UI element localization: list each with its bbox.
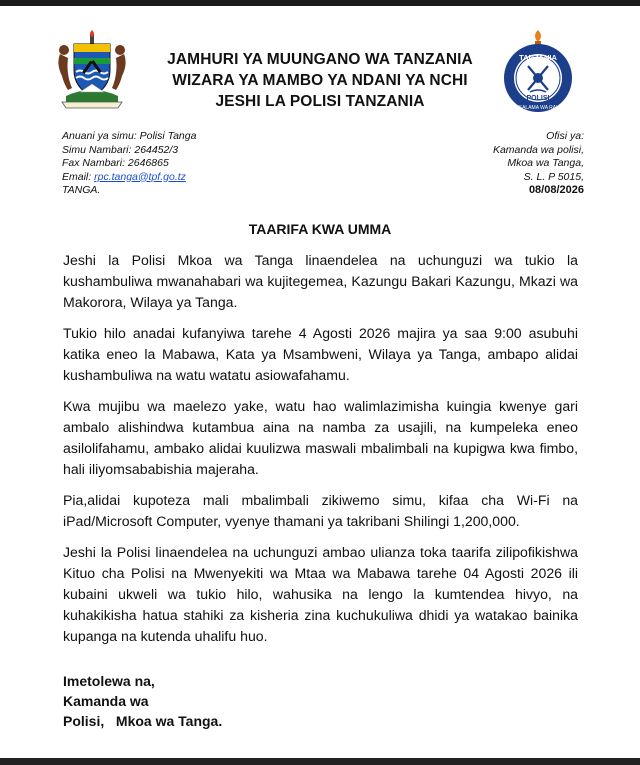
emblem-bottom-text: USALAMA WA RAIA (515, 105, 561, 111)
paragraph-2: Tukio hilo anadai kufanyiwa tarehe 4 Agosti 2026 majira ya saa 9:00 asubuhi katika eneo la Mabawa, Kata ya Msambweni, Wilaya ya Tanga, ambapo alidai kushambuliwa na watu watatu asiowafahamu. (63, 325, 578, 383)
office-block (493, 130, 584, 198)
document-body (63, 250, 578, 657)
police-emblem-logo (500, 28, 576, 114)
address-line: Anuani ya simu: Polisi Tanga (62, 130, 197, 142)
signature-line-3: Polisi, Mkoa wa Tanga. (63, 713, 223, 729)
document-date: 08/08/2026 (528, 184, 584, 196)
heading-line-1: JAMHURI YA MUUNGANO WA TANZANIA (167, 51, 473, 68)
phone-line: Simu Nambari: 264452/3 (62, 143, 179, 156)
letterhead-heading (150, 49, 490, 112)
emblem-top-text: TANZANIA (519, 53, 557, 62)
signature-line-2: Kamanda wa (63, 693, 149, 709)
tanzania-coat-of-arms-logo (52, 30, 132, 110)
paragraph-5: Jeshi la Polisi linaendelea na uchunguzi ambao ulianza toka taarifa zilipofikishwa Kituo cha Polisi na Mwenyekiti wa Mtaa wa Mabawa tarehe 04 Agosti 2026 ili kubaini ukweli wa tukio hilo, wahusika na lengo la kumtendea hivyo, na kuhakikisha hatua stahiki za kisheria zina kuchukuliwa dhidi ya watakao bainika kupanga na kutenda uhalifu huo. (63, 544, 578, 644)
office-line-4: S. L. P 5015, (523, 170, 584, 183)
paragraph-1: Jeshi la Polisi Mkoa wa Tanga linaendelea na uchunguzi wa tukio la kushambuliwa mwanahabari wa kujitegemea, Kazungu Bakari Kazungu, Mkazi wa Makorora, Wilaya ya Tanga. (63, 252, 578, 310)
office-line-1: Ofisi ya: (546, 130, 584, 142)
heading-line-2: WIZARA YA MAMBO YA NDANI YA NCHI (172, 72, 468, 89)
city-line: TANGA. (62, 184, 101, 196)
fax-line: Fax Nambari: 2646865 (62, 157, 169, 169)
contact-block (62, 130, 196, 198)
office-line-2: Kamanda wa polisi, (492, 143, 584, 156)
top-border (0, 0, 640, 6)
bottom-border (0, 758, 640, 765)
document-title: TAARIFA KWA UMMA (248, 221, 392, 237)
email-link[interactable]: rpc.tanga@tpf.go.tz (94, 170, 186, 183)
email-line (62, 171, 196, 185)
office-line-3: Mkoa wa Tanga, (507, 157, 584, 169)
email-label: Email: (62, 170, 92, 183)
emblem-center-text: POLISI (526, 95, 550, 102)
signature-block (63, 671, 222, 731)
paragraph-4: Pia,alidai kupoteza mali mbalimbali zikiwemo simu, kifaa cha Wi-Fi na iPad/Microsoft Computer, vyenye thamani ya takribani Shilingi 1,200,000. (63, 492, 578, 529)
paragraph-3: Kwa mujibu wa maelezo yake, watu hao walimlazimisha kuingia kwenye gari ambalo alishindwa kutambua aina na namba za usajili, na kumpeleka eneo asilolifahamu, ambako alidai kuulizwa maswali mbalimbali na kupigwa kwa fimbo, hali iliyomsababishia majeraha. (63, 398, 578, 477)
heading-line-3: JESHI LA POLISI TANZANIA (215, 93, 425, 110)
signature-line-1: Imetolewa na, (63, 673, 155, 689)
